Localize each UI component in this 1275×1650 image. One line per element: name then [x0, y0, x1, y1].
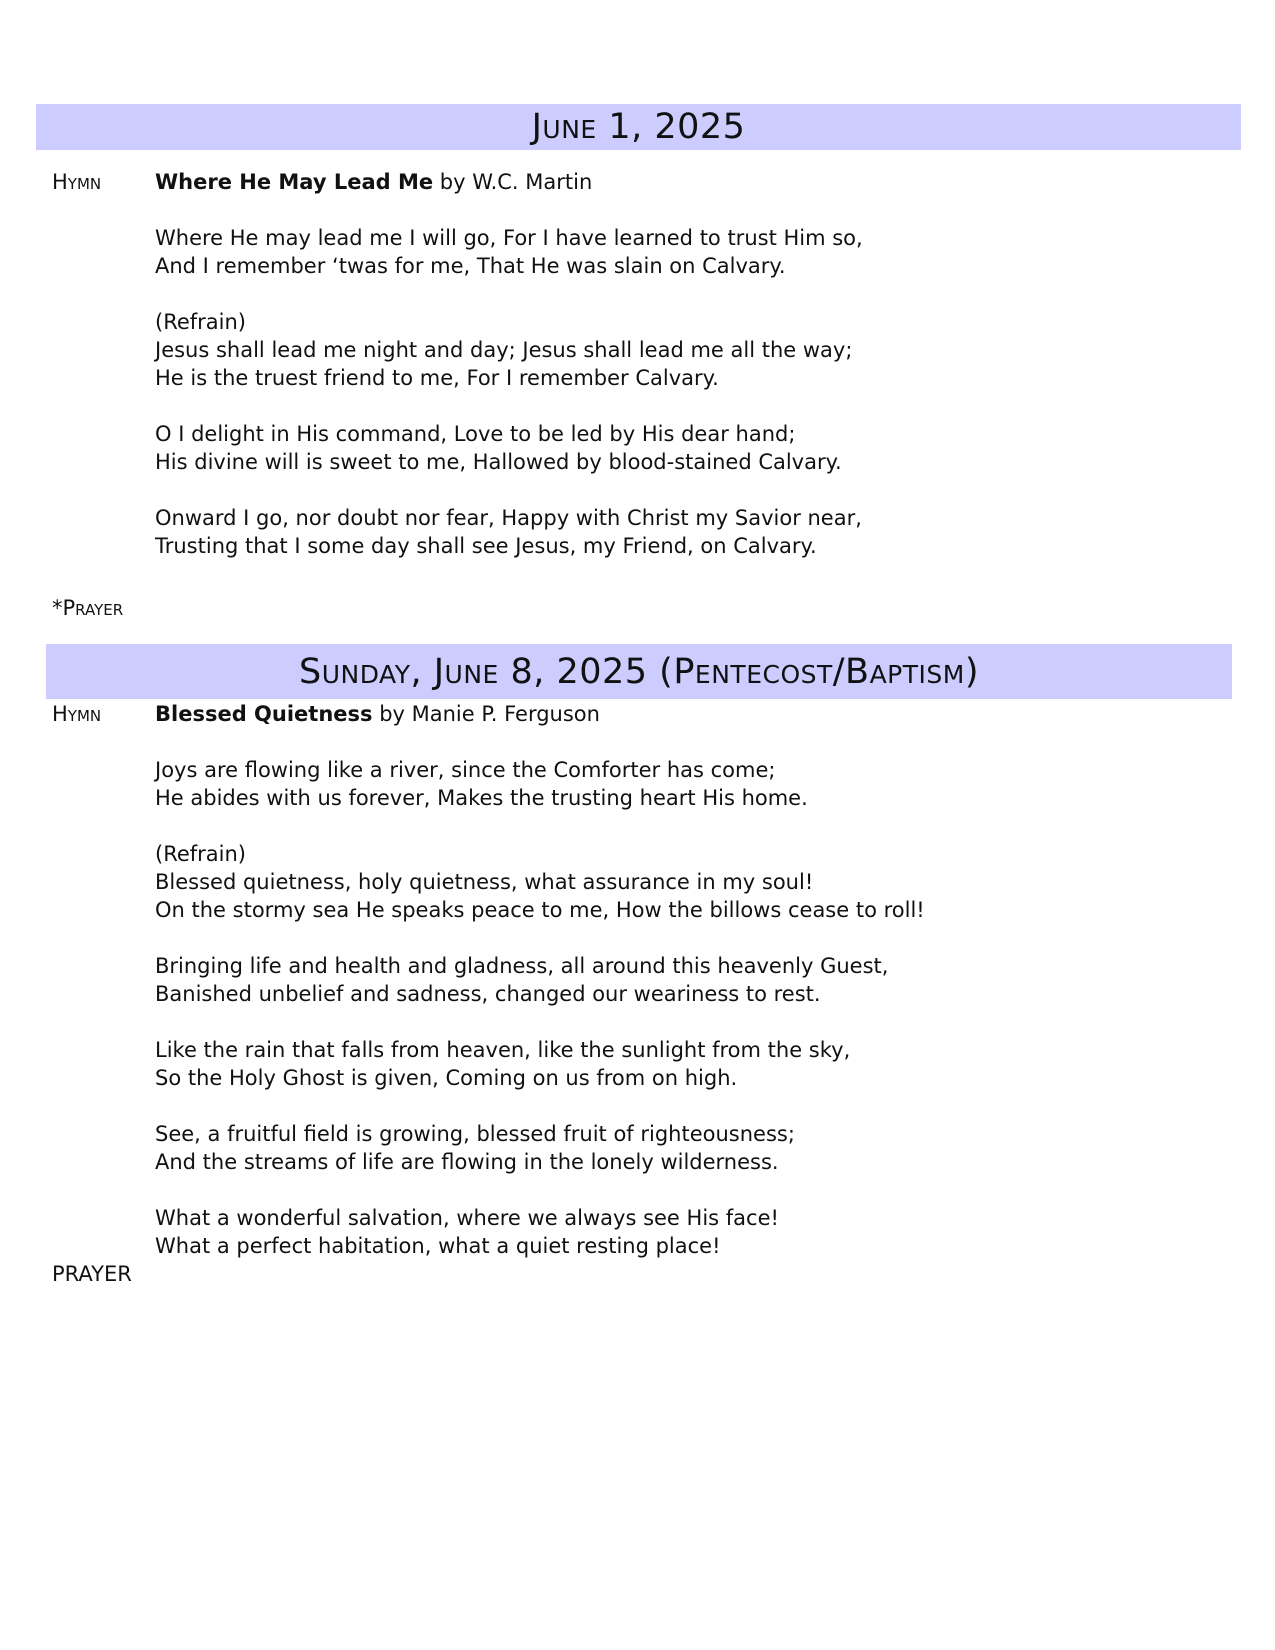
lyric-line: Blessed quietness, holy quietness, what assurance in my soul!	[155, 870, 814, 894]
prayer-label: PRAYER	[52, 1262, 132, 1286]
stanza	[155, 420, 1215, 476]
stanza	[155, 952, 1215, 1008]
lyric-line: What a wonderful salvation, where we always see His face!	[155, 1206, 779, 1230]
hymn-label: Hymn	[52, 702, 102, 726]
lyric-line: Banished unbelief and sadness, changed our weariness to rest.	[155, 982, 821, 1006]
stanza	[155, 1120, 1215, 1176]
section-date-heading	[36, 104, 1241, 150]
stanza	[155, 1036, 1215, 1092]
lyric-line: On the stormy sea He speaks peace to me, How the billows cease to roll!	[155, 898, 925, 922]
hymn-label: Hymn	[52, 170, 102, 194]
hymn-title: Blessed Quietness	[155, 702, 373, 726]
hymn-title-line	[155, 168, 1215, 196]
lyric-line: Joys are flowing like a river, since the Comforter has come;	[155, 758, 776, 782]
hymn-lyrics	[155, 224, 1215, 560]
date-text: June 1, 2025	[531, 107, 746, 147]
stanza	[155, 308, 1215, 392]
lyric-line: See, a fruitful field is growing, blessed fruit of righteousness;	[155, 1122, 795, 1146]
hymn-byline: by W.C. Martin	[439, 170, 593, 194]
lyric-line: He is the truest friend to me, For I remember Calvary.	[155, 366, 719, 390]
section-date-heading	[46, 644, 1232, 699]
lyric-line: So the Holy Ghost is given, Coming on us from on high.	[155, 1066, 738, 1090]
lyric-line: Onward I go, nor doubt nor fear, Happy with Christ my Savior near,	[155, 506, 862, 530]
lyric-line: And the streams of life are flowing in the lonely wilderness.	[155, 1150, 779, 1174]
hymn-title-line	[155, 700, 1215, 728]
date-text: Sunday, June 8, 2025 (Pentecost/Baptism)	[299, 651, 979, 692]
lyric-line: And I remember ‘twas for me, That He was slain on Calvary.	[155, 254, 786, 278]
lyric-line: Like the rain that falls from heaven, like the sunlight from the sky,	[155, 1038, 851, 1062]
lyric-line: Bringing life and health and gladness, all around this heavenly Guest,	[155, 954, 889, 978]
lyric-line: Trusting that I some day shall see Jesus, my Friend, on Calvary.	[155, 534, 817, 558]
stanza	[155, 840, 1215, 924]
stanza	[155, 224, 1215, 280]
hymn-title: Where He May Lead Me	[155, 170, 434, 194]
lyric-line: (Refrain)	[155, 310, 246, 334]
stanza	[155, 504, 1215, 560]
lyric-line: What a perfect habitation, what a quiet resting place!	[155, 1234, 721, 1258]
hymn-lyrics	[155, 756, 1215, 1260]
hymn-block	[155, 700, 1215, 1260]
lyric-line: (Refrain)	[155, 842, 246, 866]
stanza	[155, 1204, 1215, 1260]
hymn-block	[155, 168, 1215, 560]
lyric-line: He abides with us forever, Makes the trusting heart His home.	[155, 786, 808, 810]
prayer-label: *Prayer	[52, 596, 124, 620]
hymn-byline: by Manie P. Ferguson	[379, 702, 600, 726]
lyric-line: Jesus shall lead me night and day; Jesus shall lead me all the way;	[155, 338, 853, 362]
stanza	[155, 756, 1215, 812]
lyric-line: O I delight in His command, Love to be led by His dear hand;	[155, 422, 796, 446]
lyric-line: His divine will is sweet to me, Hallowed by blood-stained Calvary.	[155, 450, 842, 474]
lyric-line: Where He may lead me I will go, For I have learned to trust Him so,	[155, 226, 863, 250]
